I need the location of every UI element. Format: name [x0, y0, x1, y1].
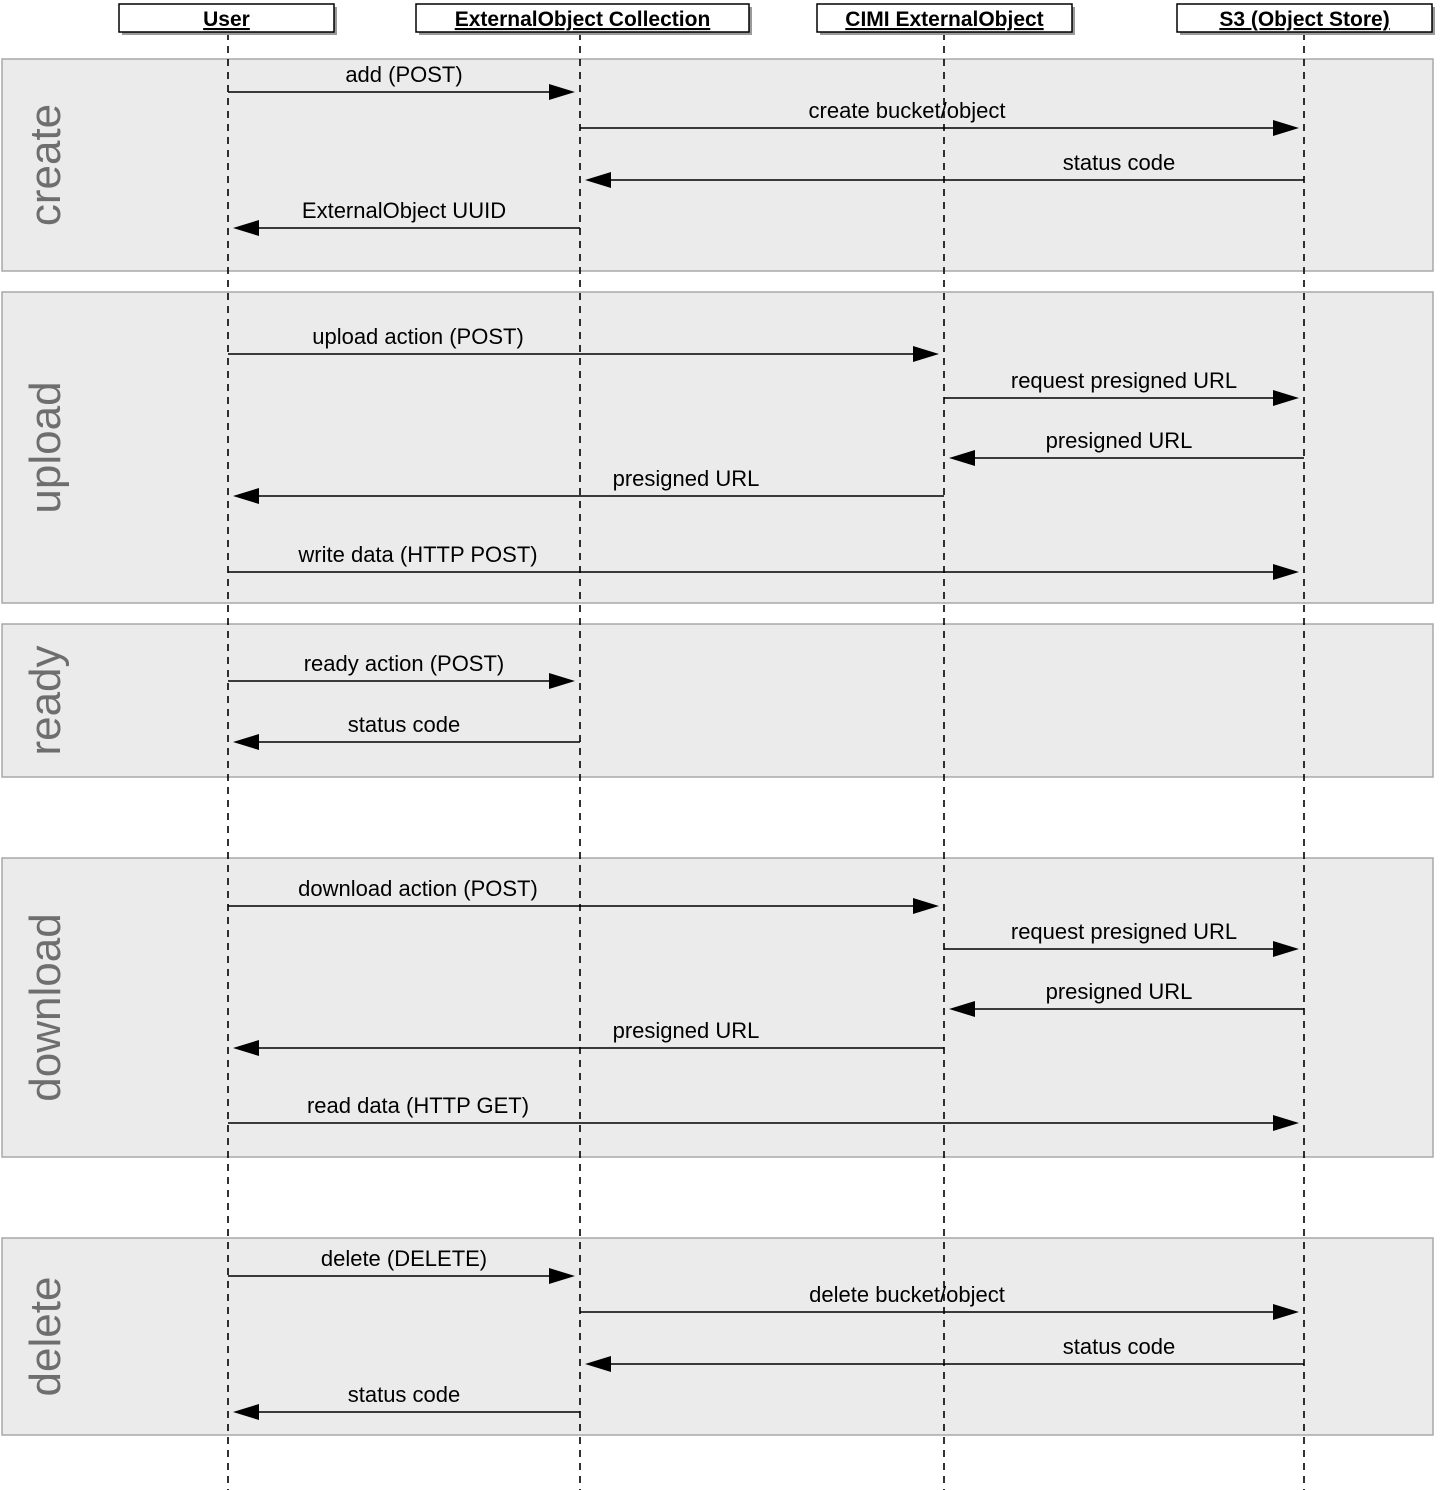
message-label: request presigned URL	[1010, 368, 1238, 393]
actor-cimi	[817, 4, 1075, 35]
actors-layer	[119, 4, 1435, 35]
message-label: delete bucket/object	[809, 1282, 1005, 1307]
actor-label: S3 (Object Store)	[1219, 8, 1390, 31]
lane-box	[2, 624, 1433, 777]
lane-delete	[2, 1238, 1433, 1435]
lane-box	[2, 59, 1433, 271]
message-label: upload action (POST)	[312, 324, 524, 349]
lane-box	[2, 858, 1433, 1157]
message-label: add (POST)	[345, 62, 463, 87]
message-label: delete (DELETE)	[320, 1246, 488, 1271]
lane-box	[2, 1238, 1433, 1435]
message-label: status code	[1062, 1334, 1176, 1359]
actor-s3	[1177, 4, 1435, 35]
message-label: ExternalObject UUID	[301, 198, 507, 223]
message-label: read data (HTTP GET)	[306, 1093, 530, 1118]
message-label: presigned URL	[612, 1018, 760, 1043]
actor-label: ExternalObject Collection	[454, 8, 711, 31]
message-label: presigned URL	[612, 466, 760, 491]
lane-ready	[2, 624, 1433, 777]
message-label: presigned URL	[1045, 428, 1193, 453]
lane-box	[2, 292, 1433, 603]
message-label: write data (HTTP POST)	[298, 542, 538, 567]
lanes-layer	[2, 59, 1433, 1435]
actor-collection	[416, 4, 752, 35]
lane-label: ready	[21, 645, 70, 756]
lane-label: delete	[21, 1276, 70, 1397]
message-label: create bucket/object	[808, 98, 1006, 123]
message-label: presigned URL	[1045, 979, 1193, 1004]
lane-create	[2, 59, 1433, 271]
message-label: ready action (POST)	[303, 651, 505, 676]
message-label: status code	[1062, 150, 1176, 175]
actor-label: CIMI ExternalObject	[845, 8, 1044, 31]
message-label: download action (POST)	[298, 876, 538, 901]
lane-label: create	[21, 103, 70, 227]
lane-label: download	[21, 913, 70, 1102]
lane-download	[2, 858, 1433, 1157]
lane-label: upload	[21, 381, 70, 514]
actor-user	[119, 4, 337, 35]
message-label: status code	[347, 712, 461, 737]
actor-label: User	[203, 8, 250, 31]
message-label: request presigned URL	[1010, 919, 1238, 944]
lane-upload	[2, 292, 1433, 603]
message-label: status code	[347, 1382, 461, 1407]
